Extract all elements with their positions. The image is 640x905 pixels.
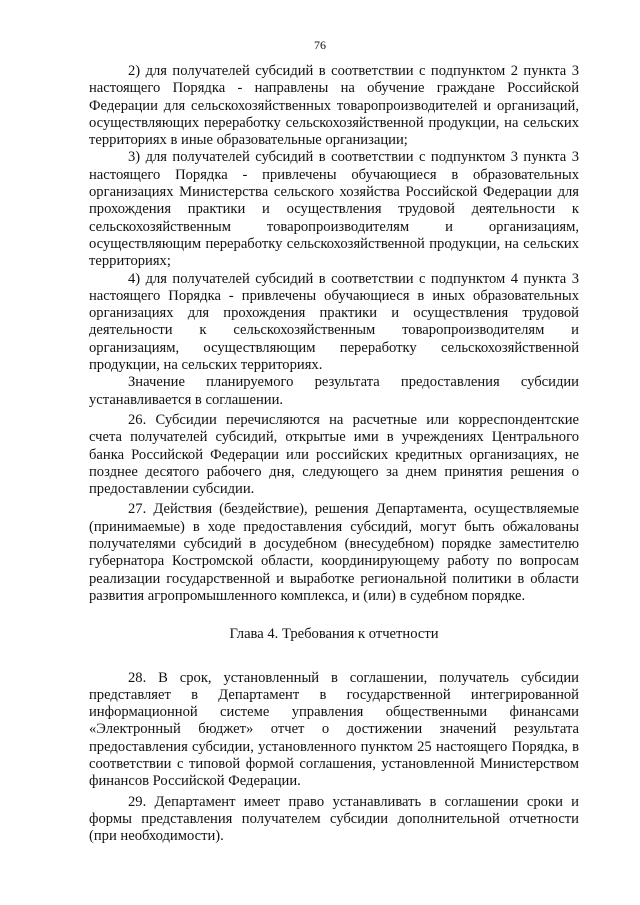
paragraph-subpoint-3: 3) для получателей субсидий в соответствии с подпунктом 3 пункта 3 настоящего Порядка - привлечены обучающиеся в образовательных организациях Министерства сельского хозяйства Российской Федерации для прохождения практики и осуществления трудовой деятельности к сельскохозяйственным товаропроизводителям и организациям, осуществляющим переработку сельскохозяйственной продукции, на сельских территориях; [89,149,579,270]
page-number: 76 [314,38,326,52]
document-body [89,63,579,845]
paragraph-28: 28. В срок, установленный в соглашении, получатель субсидии представляет в Департамент в государственной интегрированной информационной системе управления общественными финансами «Электронный бюджет» отчет о достижении значений результата предоставления субсидии, установленного пунктом 25 настоящего Порядка, в соответствии с типовой формой соглашения, установленной Министерством финансов Российской Федерации. [89,669,579,790]
chapter-title: Глава 4. Требования к отчетности [229,626,439,643]
paragraph-result-value: Значение планируемого результата предоставления субсидии устанавливается в соглашении. [89,374,579,408]
paragraph-27: 27. Действия (бездействие), решения Департамента, осуществляемые (принимаемые) в ходе предоставления субсидий, могут быть обжалованы получателями субсидий в досудебном (внесудебном) порядке заместителю губернатора Костромской области, координирующему работу по вопросам реализации государственной и выработке региональной политики в области развития агропромышленного комплекса, и (или) в судебном порядке. [89,501,579,604]
paragraph-subpoint-4: 4) для получателей субсидий в соответствии с подпунктом 4 пункта 3 настоящего Порядка - привлечены обучающиеся в иных образовательных организациях для прохождения практики и осуществления трудовой деятельности к сельскохозяйственным товаропроизводителям и организациям, осуществляющим переработку сельскохозяйственной продукции, на сельских территориях. [89,270,579,374]
paragraph-29: 29. Департамент имеет право устанавливать в соглашении сроки и формы представления получателем субсидии дополнительной отчетности (при необходимости). [89,793,579,845]
paragraph-subpoint-2: 2) для получателей субсидий в соответствии с подпунктом 2 пункта 3 настоящего Порядка - направлены на обучение граждане Российской Федерации для сельскохозяйственных товаропроизводителей и организаций, осуществляющих переработку сельскохозяйственной продукции, на сельских территориях в иные образовательные организации; [89,63,579,149]
paragraph-26: 26. Субсидии перечисляются на расчетные или корреспондентские счета получателей субсидий, открытые ими в учреждениях Центрального банка Российской Федерации или российских кредитных организациях, не позднее десятого рабочего дня, следующего за днем принятия решения о предоставлении субсидии. [89,411,579,498]
